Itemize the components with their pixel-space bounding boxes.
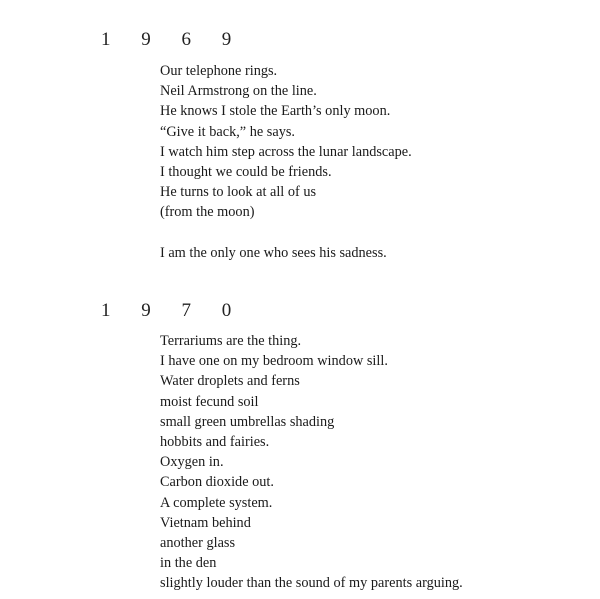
poem-line: Terrariums are the thing. [160, 333, 302, 349]
poem-line: “Give it back,” he says. [160, 123, 295, 140]
poem-line: another glass [160, 534, 236, 551]
poem-line: A complete system. [160, 494, 273, 511]
poem-line: in the den [160, 555, 217, 572]
poem-line: hobbits and fairies. [160, 433, 270, 450]
poem-line: Water droplets and ferns [160, 373, 300, 390]
section-year-heading: 1 9 6 9 [101, 29, 245, 50]
poem-line: Our telephone rings. [160, 63, 278, 79]
poem-stanza [160, 61, 412, 263]
poem-line: Carbon dioxide out. [160, 474, 274, 491]
poem-line: He knows I stole the Earth’s only moon. [160, 103, 391, 120]
poem-line: Vietnam behind [160, 514, 251, 531]
section-year-heading: 1 9 7 0 [101, 300, 245, 321]
stanza-break [160, 223, 412, 243]
poem-line: I am the only one who sees his sadness. [160, 244, 387, 261]
poem-line: I thought we could be friends. [160, 163, 332, 180]
poem-line: small green umbrellas shading [160, 413, 335, 430]
poem-line: He turns to look at all of us [160, 184, 317, 201]
poem-line: Neil Armstrong on the line. [160, 83, 317, 100]
poem-line: slightly louder than the sound of my parents arguing. [160, 575, 463, 592]
poem-line: moist fecund soil [160, 393, 259, 410]
poem-line: Oxygen in. [160, 454, 224, 471]
poem-line: (from the moon) [160, 204, 255, 221]
poem-line: I watch him step across the lunar landscape. [160, 143, 412, 160]
poem-stanza [160, 331, 463, 593]
poem-line: I have one on my bedroom window sill. [160, 353, 388, 370]
